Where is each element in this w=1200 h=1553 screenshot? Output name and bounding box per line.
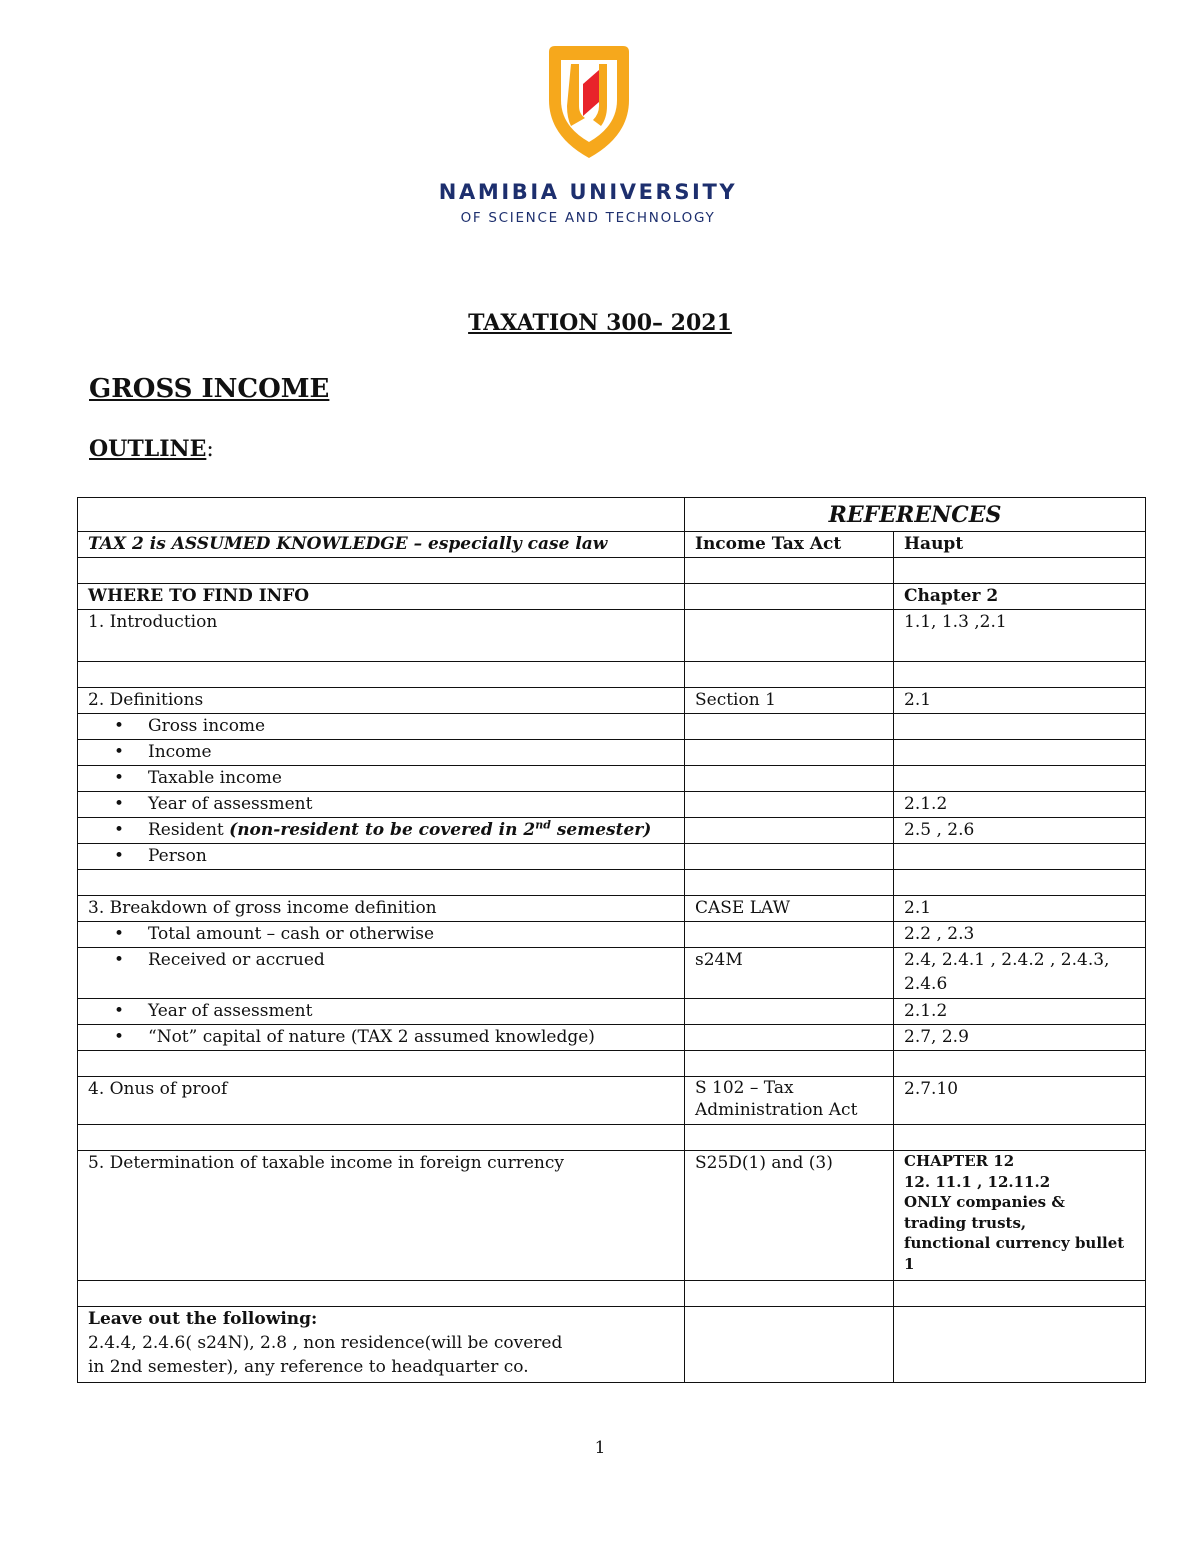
resident-note-tail: semester) — [550, 820, 652, 840]
bullet-topic-cell — [78, 792, 685, 818]
table-row — [78, 532, 1146, 558]
bullet-text: Year of assessment — [148, 1001, 313, 1021]
haupt-cell: 2.1.2 — [894, 792, 1146, 818]
bullet-icon: • — [114, 1027, 125, 1047]
university-name: NAMIBIA UNIVERSITY — [438, 180, 738, 204]
bullet-topic-cell — [78, 1025, 685, 1051]
table-row — [78, 584, 1146, 610]
act-cell — [685, 714, 894, 740]
haupt-cell: Chapter 2 — [894, 584, 1146, 610]
university-logo — [545, 44, 633, 160]
table-row — [78, 844, 1146, 870]
bullet-icon: • — [114, 716, 125, 736]
topic-cell: TAX 2 is ASSUMED KNOWLEDGE – especially case law — [78, 532, 685, 558]
table-row — [78, 792, 1146, 818]
act-column-header: Income Tax Act — [685, 532, 894, 558]
bullet-text: Year of assessment — [148, 794, 313, 814]
act-cell — [685, 792, 894, 818]
haupt-cell — [894, 870, 1146, 896]
act-cell — [685, 740, 894, 766]
resident-note — [229, 820, 651, 840]
topic-cell: WHERE TO FIND INFO — [78, 584, 685, 610]
haupt-cell: 2.2 , 2.3 — [894, 922, 1146, 948]
haupt-cell — [894, 1125, 1146, 1151]
topic-cell: 4. Onus of proof — [78, 1077, 685, 1125]
act-cell — [685, 558, 894, 584]
act-cell: CASE LAW — [685, 896, 894, 922]
act-cell — [685, 844, 894, 870]
haupt-cell: 2.5 , 2.6 — [894, 818, 1146, 844]
table-row — [78, 1281, 1146, 1307]
table-row — [78, 896, 1146, 922]
bullet-icon: • — [114, 950, 125, 970]
bullet-topic-cell — [78, 948, 685, 999]
haupt-cell: 2.1.2 — [894, 999, 1146, 1025]
resident-note-sup: nd — [535, 818, 551, 832]
haupt-cell — [894, 662, 1146, 688]
topic-cell: 3. Breakdown of gross income definition — [78, 896, 685, 922]
haupt-cell: 2.1 — [894, 896, 1146, 922]
bullet-icon: • — [114, 1001, 125, 1021]
outline-colon: : — [206, 437, 214, 462]
bullet-text: Taxable income — [148, 768, 282, 788]
bullet-icon: • — [114, 768, 125, 788]
table-row — [78, 714, 1146, 740]
resident-note-text: (non-resident to be covered in 2 — [229, 820, 536, 840]
outline-table — [77, 497, 1146, 1383]
references-header: REFERENCES — [685, 498, 1146, 532]
document-title: TAXATION 300– 2021 — [468, 310, 732, 336]
haupt-line: functional currency bullet 1 — [904, 1234, 1125, 1273]
act-cell — [685, 1051, 894, 1077]
act-cell: s24M — [685, 948, 894, 999]
haupt-column-header: Haupt — [894, 532, 1146, 558]
haupt-cell: 2.4, 2.4.1 , 2.4.2 , 2.4.3, 2.4.6 — [894, 948, 1146, 999]
table-row — [78, 1151, 1146, 1281]
table-row — [78, 999, 1146, 1025]
topic-cell — [78, 662, 685, 688]
act-cell: S 102 – Tax Administration Act — [685, 1077, 894, 1125]
table-row — [78, 740, 1146, 766]
haupt-cell — [894, 1051, 1146, 1077]
table-row — [78, 766, 1146, 792]
topic-cell — [78, 1051, 685, 1077]
table-row — [78, 1077, 1146, 1125]
table-row — [78, 1125, 1146, 1151]
bullet-topic-cell — [78, 714, 685, 740]
table-row — [78, 688, 1146, 714]
act-cell — [685, 1025, 894, 1051]
haupt-cell: 1.1, 1.3 ,2.1 — [894, 610, 1146, 662]
bullet-topic-cell — [78, 922, 685, 948]
bullet-text: Person — [148, 846, 207, 866]
topic-cell — [78, 1125, 685, 1151]
leave-out-cell — [78, 1307, 685, 1383]
haupt-cell — [894, 1151, 1146, 1281]
table-row — [78, 948, 1146, 999]
leave-out-line: in 2nd semester), any reference to headquarter co. — [88, 1357, 529, 1377]
topic-cell: 1. Introduction — [78, 610, 685, 662]
haupt-line: ONLY companies & — [904, 1193, 1065, 1211]
act-cell — [685, 1125, 894, 1151]
bullet-topic-cell — [78, 844, 685, 870]
haupt-cell: 2.7, 2.9 — [894, 1025, 1146, 1051]
table-row — [78, 870, 1146, 896]
topic-cell: 2. Definitions — [78, 688, 685, 714]
haupt-cell — [894, 558, 1146, 584]
act-cell — [685, 870, 894, 896]
table-row — [78, 922, 1146, 948]
table-row — [78, 662, 1146, 688]
page-number: 1 — [594, 1438, 606, 1458]
topic-cell — [78, 1281, 685, 1307]
haupt-cell — [894, 766, 1146, 792]
outline-heading — [89, 436, 214, 462]
act-cell: Section 1 — [685, 688, 894, 714]
topic-cell — [78, 870, 685, 896]
haupt-cell — [894, 844, 1146, 870]
bullet-topic-cell — [78, 766, 685, 792]
outline-label: OUTLINE — [89, 436, 207, 462]
bullet-icon: • — [114, 846, 125, 866]
section-heading: GROSS INCOME — [89, 374, 330, 404]
bullet-text: Total amount – cash or otherwise — [148, 924, 435, 944]
act-cell — [685, 922, 894, 948]
act-cell: S25D(1) and (3) — [685, 1151, 894, 1281]
haupt-line: trading trusts, — [904, 1213, 1027, 1232]
haupt-cell — [894, 740, 1146, 766]
bullet-icon: • — [114, 742, 125, 762]
table-header-row — [78, 498, 1146, 532]
bullet-text: Received or accrued — [148, 950, 325, 970]
haupt-cell — [894, 714, 1146, 740]
haupt-line: CHAPTER 12 — [904, 1152, 1015, 1170]
act-cell — [685, 662, 894, 688]
university-subtitle: OF SCIENCE AND TECHNOLOGY — [460, 210, 716, 226]
bullet-icon: • — [114, 794, 125, 814]
table-row — [78, 1051, 1146, 1077]
act-cell — [685, 610, 894, 662]
bullet-topic-cell — [78, 999, 685, 1025]
table-row — [78, 610, 1146, 662]
bullet-text: Income — [148, 742, 212, 762]
topic-cell: 5. Determination of taxable income in foreign currency — [78, 1151, 685, 1281]
bullet-icon: • — [114, 820, 125, 840]
act-cell — [685, 1281, 894, 1307]
haupt-cell — [894, 1281, 1146, 1307]
bullet-text: Gross income — [148, 716, 266, 736]
bullet-icon: • — [114, 924, 125, 944]
haupt-line: 12. 11.1 , 12.11.2 — [904, 1172, 1051, 1191]
bullet-text: Resident — [148, 820, 224, 840]
table-row — [78, 1025, 1146, 1051]
bullet-topic-cell — [78, 740, 685, 766]
haupt-cell: 2.1 — [894, 688, 1146, 714]
table-cell — [78, 498, 685, 532]
table-row — [78, 818, 1146, 844]
act-cell — [685, 818, 894, 844]
act-cell — [685, 584, 894, 610]
table-row — [78, 1307, 1146, 1383]
leave-out-heading: Leave out the following: — [88, 1309, 318, 1329]
act-cell — [685, 766, 894, 792]
topic-cell — [78, 558, 685, 584]
table-row — [78, 558, 1146, 584]
bullet-text: “Not” capital of nature (TAX 2 assumed knowledge) — [148, 1027, 595, 1047]
act-cell — [685, 1307, 894, 1383]
bullet-topic-cell — [78, 818, 685, 844]
haupt-cell: 2.7.10 — [894, 1077, 1146, 1125]
leave-out-line: 2.4.4, 2.4.6( s24N), 2.8 , non residence(will be covered — [88, 1333, 563, 1353]
haupt-cell — [894, 1307, 1146, 1383]
act-cell — [685, 999, 894, 1025]
